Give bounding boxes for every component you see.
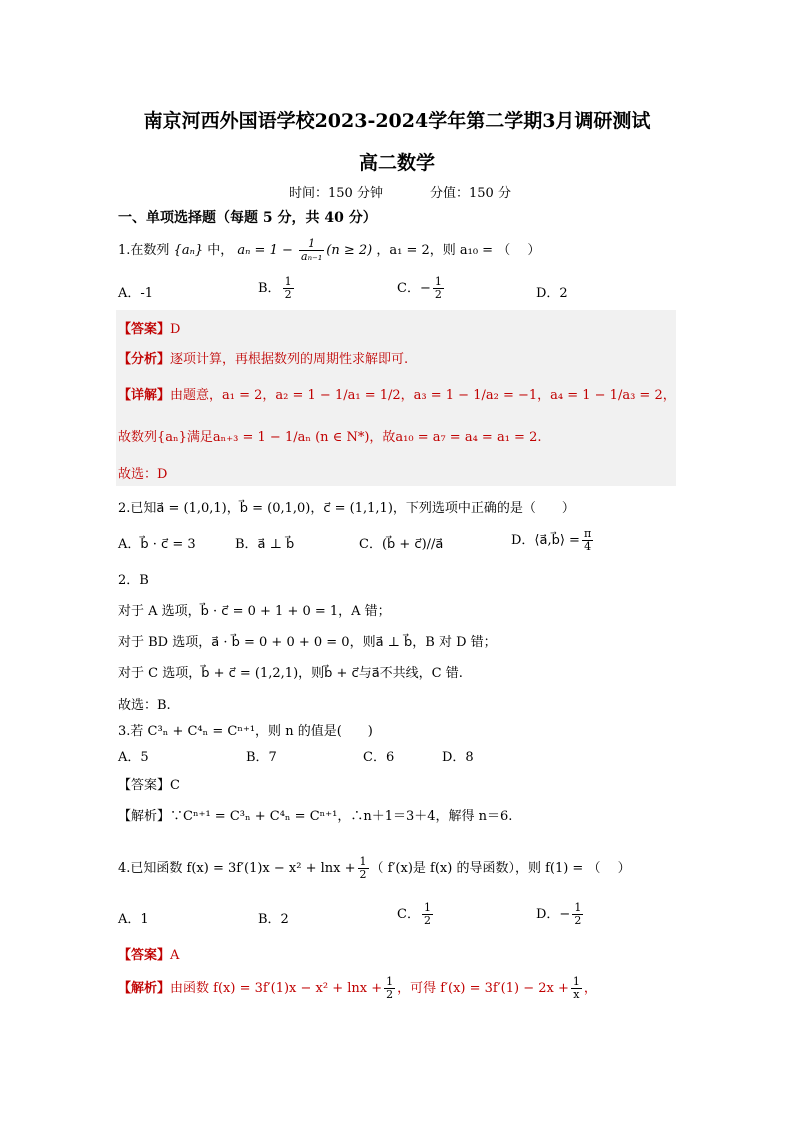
q1-analysis: 【分析】逐项计算，再根据数列的周期性求解即可. [118, 352, 409, 367]
q1-seq: {aₙ} [173, 243, 204, 258]
q1-formula: aₙ = 1 − $\frac{1}{\text{aₙ₋₁}}$ (n ≥ 2) [237, 237, 373, 263]
q1-stem-cond: ，a₁ = 2，则 a₁₀ = （ ） [376, 243, 541, 258]
page-subtitle: 高二数学 [358, 152, 435, 174]
q1-detail-2: 故数列{aₙ}满足aₙ₊₃ = 1 − 1/aₙ (n ∈ N*)，故a₁₀ = a₇ = a₄ = a₁ = 2. [118, 430, 542, 445]
q1-formula-frac: $\frac{1}{\text{aₙ₋₁}}$ [301, 237, 323, 263]
q1-option-a: A．-1 [118, 286, 154, 301]
q1-stem-prefix: 1.在数列 [118, 243, 170, 258]
q1-stem [118, 238, 540, 263]
q2-answer: 2．B [118, 573, 149, 588]
q3-option-c: C．6 [363, 750, 395, 765]
section-heading: 一、单项选择题（每题 5 分，共 40 分） [118, 210, 377, 226]
q4-solution: 【解析】由函数 f(x) = 3f′(1)x − x² + lnx + $\frac{1}{2}$ ，可得 f′(x) = 3f′(1) − 2x + $\frac{1}{x}$ ， [118, 975, 597, 1001]
q2-option-a: A．b⃗ · c⃗ = 3 [118, 537, 196, 552]
q1-detail-1: 【详解】由题意，a₁ = 2，a₂ = 1 − 1/a₁ = 1/2，a₃ = 1 − 1/a₂ = −1，a₄ = 1 − 1/a₃ = 2， [118, 388, 676, 403]
q1-choose: 故选：D [118, 467, 168, 482]
q4-answer: 【答案】A [118, 948, 180, 963]
q2-stem: 2.已知a⃗ = (1,0,1)，b⃗ = (0,1,0)，c⃗ = (1,1,1)，下列选项中正确的是（ ） [118, 501, 575, 516]
q3-option-b: B．7 [246, 750, 277, 765]
q2-line-1: 对于 A 选项，b⃗ · c⃗ = 0 + 1 + 0 = 1，A 错； [118, 604, 391, 619]
q3-stem: 3.若 C³ₙ + C⁴ₙ = Cⁿ⁺¹，则 n 的值是( ) [118, 724, 373, 739]
q4-option-c: C． $\frac{1}{2}$ [397, 901, 431, 927]
q1-answer: 【答案】D [118, 322, 181, 337]
q2-option-d: D．⟨a⃗,b⃗⟩ = $\frac{\pi}{4}$ [511, 527, 592, 553]
q2-option-b: B．a⃗ ⊥ b⃗ [235, 537, 295, 552]
q1-option-d: D．2 [536, 286, 568, 301]
time-label: 时间：150 分钟 [289, 186, 383, 201]
q3-solution: 【解析】∵Cⁿ⁺¹ = C³ₙ + C⁴ₙ = Cⁿ⁺¹，∴n＋1＝3＋4，解得 n＝6. [118, 809, 513, 824]
q4-option-d: D．− $\frac{1}{2}$ [536, 901, 582, 927]
q1-option-c: C．− $\frac{1}{2}$ [397, 275, 442, 301]
q3-option-d: D．8 [442, 750, 474, 765]
q1-stem-mid: 中， [207, 243, 234, 258]
q4-option-b: B．2 [258, 912, 289, 927]
score-label: 分值：150 分 [430, 186, 511, 201]
q2-choose: 故选：B. [118, 698, 171, 713]
q1-option-b: B． $\frac{1}{2}$ [258, 275, 292, 301]
q4-stem: 4.已知函数 f(x) = 3f′(1)x − x² + lnx + $\frac{1}{2}$ （ f′(x)是 f(x) 的导函数），则 f(1) = （ ） [118, 855, 631, 881]
q2-line-2: 对于 BD 选项，a⃗ · b⃗ = 0 + 0 + 0 = 0，则a⃗ ⊥ b⃗，B 对 D 错； [118, 635, 497, 650]
q2-option-c: C．(b⃗ + c⃗)//a⃗ [359, 537, 444, 552]
page-title: 南京河西外国语学校2023-2024学年第二学期3月调研测试 [143, 110, 651, 132]
q3-option-a: A．5 [118, 750, 149, 765]
q4-option-a: A．1 [118, 912, 149, 927]
q3-answer: 【答案】C [118, 778, 180, 793]
q2-line-3: 对于 C 选项，b⃗ + c⃗ = (1,2,1)，则b⃗ + c⃗与a⃗不共线，C 错. [118, 666, 463, 681]
